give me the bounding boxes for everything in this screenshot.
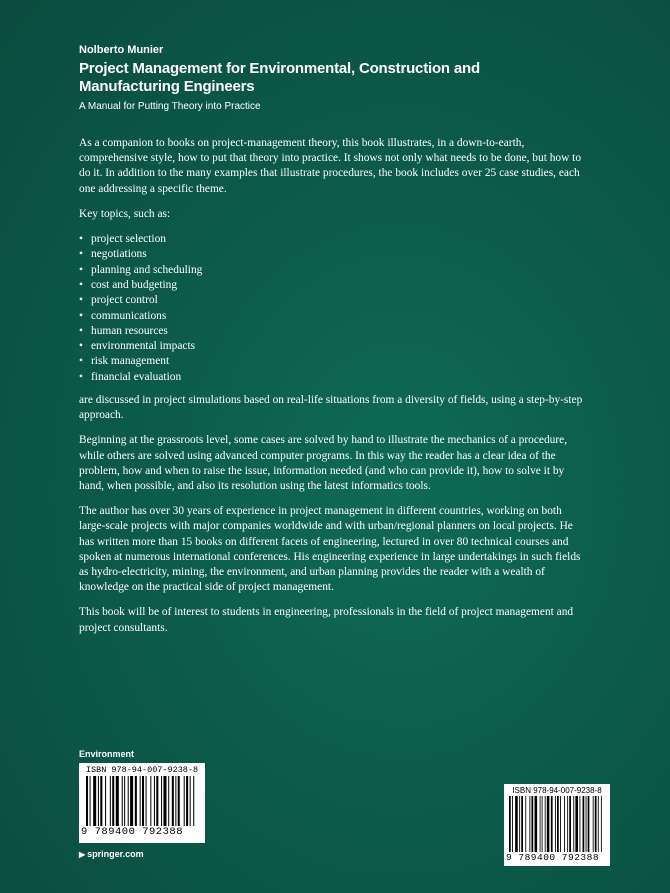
isbn-label: ISBN 978-94-007-9238-8: [512, 786, 602, 795]
list-item: • project selection: [79, 232, 589, 247]
author-name: Nolberto Munier: [79, 44, 164, 56]
list-item: • environmental impacts: [79, 339, 589, 354]
barcode-right: [504, 784, 610, 866]
list-item: • project control: [79, 293, 589, 308]
barcode-bars-icon: [509, 796, 605, 852]
barcode-bars-icon: [86, 776, 198, 826]
book-subtitle: A Manual for Putting Theory into Practice: [79, 101, 261, 112]
list-item: • planning and scheduling: [79, 263, 589, 278]
list-item: • communications: [79, 309, 589, 324]
barcode-number: 9 789400 792388: [506, 852, 600, 863]
key-topics-list: [79, 232, 589, 385]
publisher-link-label: springer.com: [87, 849, 144, 859]
topics-outro: are discussed in project simulations based on real-life situations from a diversity of fields, using a step-by-step approach.: [79, 393, 583, 422]
barcode-left: [79, 763, 205, 843]
book-title: Project Management for Environmental, Construction and Manufacturing Engineers: [79, 60, 480, 95]
publisher-link[interactable]: [79, 849, 144, 859]
isbn-label: ISBN 978-94-007-9238-8: [85, 765, 199, 775]
barcode-number: 9 789400 792388: [81, 826, 184, 838]
blurb: [79, 136, 589, 646]
topics-intro: Key topics, such as:: [79, 207, 171, 220]
list-item: • risk management: [79, 354, 589, 369]
grassroots-paragraph: Beginning at the grassroots level, some cases are solved by hand to illustrate the mechanics of a procedure, while others are solved using advanced computer programs. In this way the reader has a clear idea of the problem, how and when to raise the issue, information needed (and who can provide it), how to solve it by hand, when possible, and also its resolution using the latest informatics tools.: [79, 434, 568, 492]
right-triangle-icon: ▶: [79, 850, 86, 859]
audience-paragraph: This book will be of interest to students in engineering, professionals in the field of project management and project consultants.: [79, 606, 574, 634]
author-paragraph: The author has over 30 years of experience in project management in different countries, working on both large-scale projects with major companies worldwide and with urban/regional planners on local projects. He has written more than 15 books on different facets of engineering, lectured in over 80 technical courses and spoken at numerous international conferences. His engineering experience in large undertakings in such fields as hydro-electricity, mining, the environment, and urban planning provides the reader with a wealth of knowledge on the practical side of project management.: [79, 505, 581, 594]
subject-category: Environment: [79, 749, 135, 759]
list-item: • negotiations: [79, 247, 589, 262]
list-item: • financial evaluation: [79, 370, 589, 385]
intro-paragraph: As a companion to books on project-management theory, this book illustrates, in a down-to-earth, comprehensive style, how to put that theory into practice. It shows not only what needs to be done, but how to do it. In addition to the many examples that illustrate procedures, the book includes over 25 case studies, each one addressing a specific theme.: [79, 137, 582, 195]
list-item: • human resources: [79, 324, 589, 339]
list-item: • cost and budgeting: [79, 278, 589, 293]
